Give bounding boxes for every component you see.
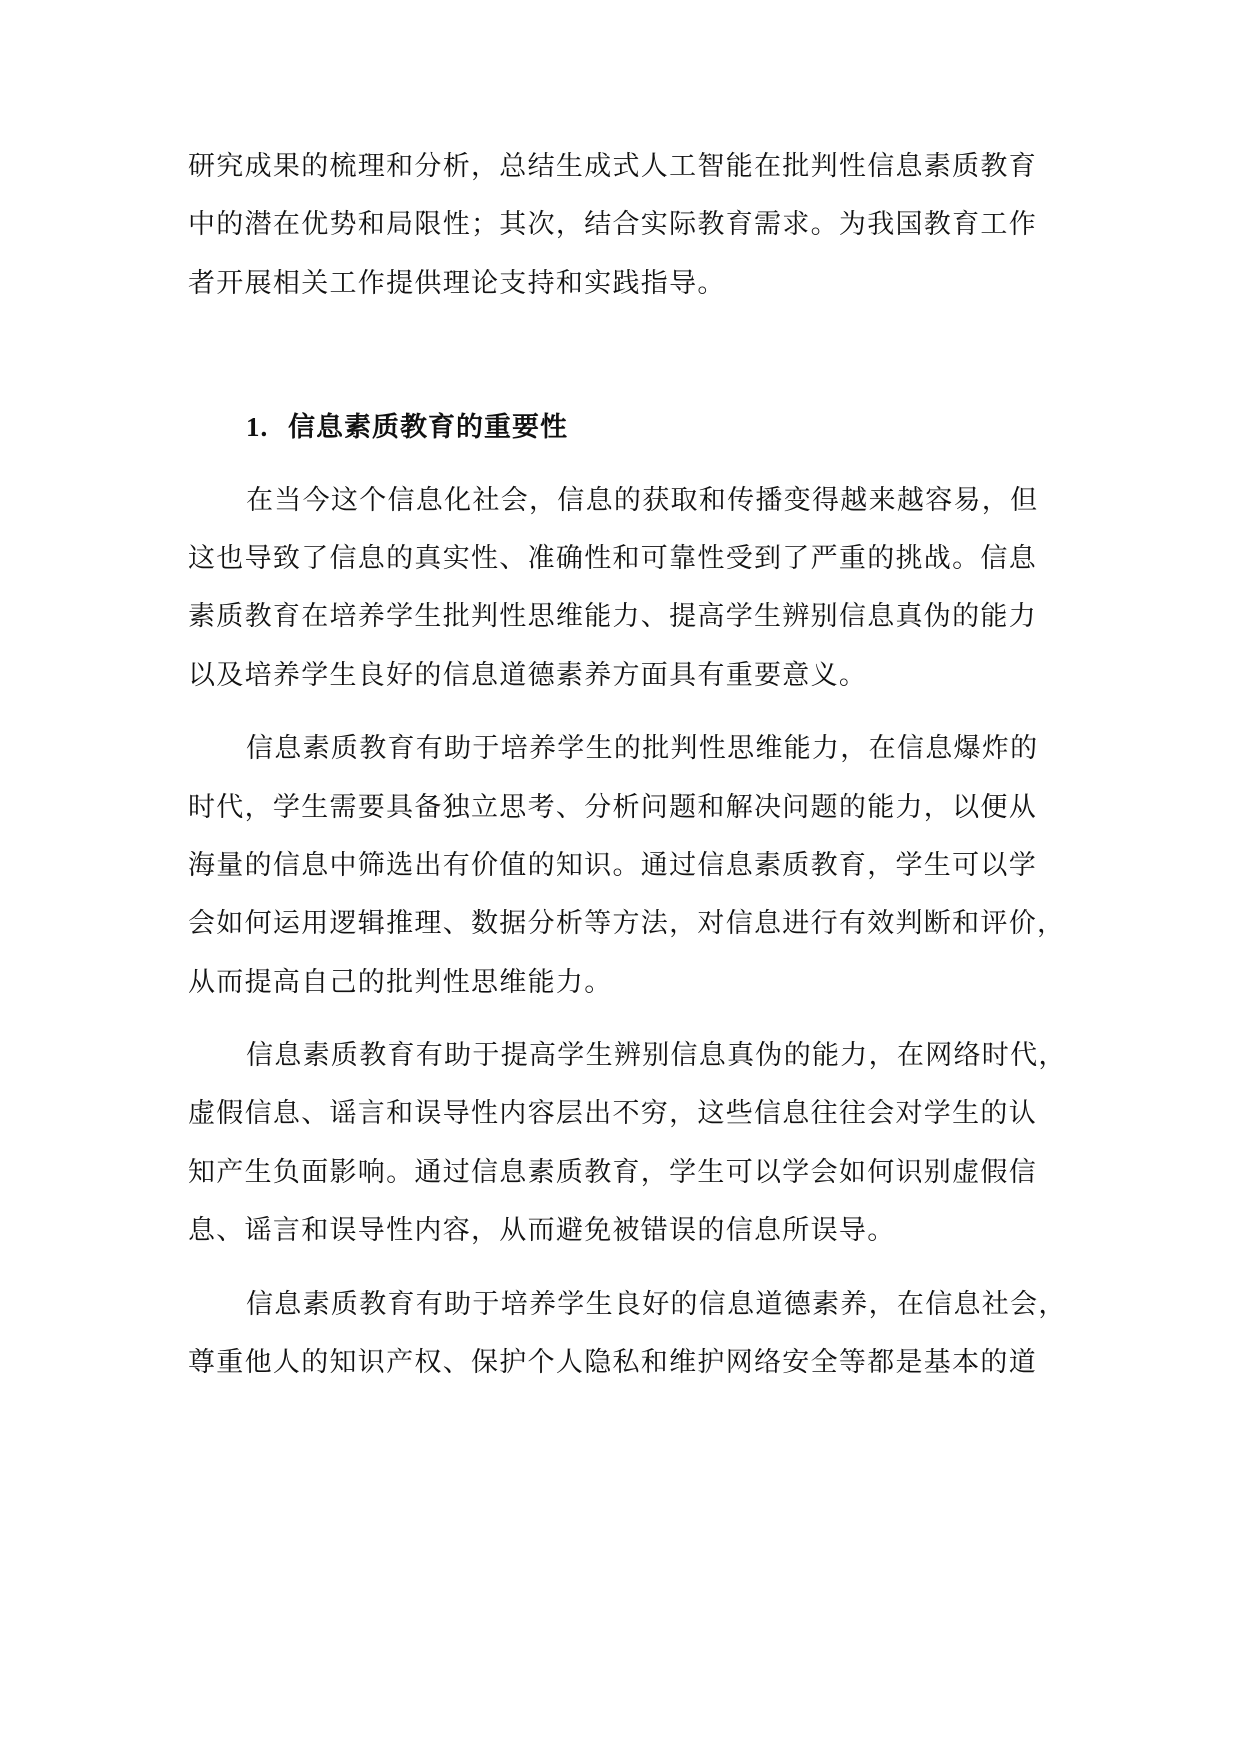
paragraph-line: 虚假信息、谣言和误导性内容层出不穷，这些信息往往会对学生的认 [188,1098,1037,1130]
paragraph-line: 以及培养学生良好的信息道德素养方面具有重要意义。 [188,659,868,691]
paragraph-line: 信息素质教育有助于培养学生良好的信息道德素养，在信息社会， [246,1288,1067,1320]
paragraph-1 [188,472,1054,706]
paragraph-line: 海量的信息中筛选出有价值的知识。通过信息素质教育，学生可以学 [188,849,1037,881]
paragraph-line: 在当今这个信息化社会，信息的获取和传播变得越来越容易，但 [246,484,1039,516]
spacer [188,457,1054,472]
paragraph-line: 会如何运用逻辑推理、数据分析等方法，对信息进行有效判断和评价， [188,908,1066,940]
document-body [188,138,1067,1392]
spacer [188,1261,1054,1276]
paragraph-line: 从而提高自己的批判性思维能力。 [188,966,613,998]
paragraph-line: 时代，学生需要具备独立思考、分析问题和解决问题的能力，以便从 [188,791,1037,823]
section-number: 1. [246,412,269,443]
paragraph-line: 者开展相关工作提供理论支持和实践指导。 [188,267,726,299]
paragraph-line: 这也导致了信息的真实性、准确性和可靠性受到了严重的挑战。信息 [188,542,1037,574]
paragraph-line: 息、谣言和误导性内容，从而避免被错误的信息所误导。 [188,1215,896,1247]
paragraph-3 [188,1027,1067,1261]
paragraph-line: 中的潜在优势和局限性；其次，结合实际教育需求。为我国教育工作 [188,209,1037,241]
spacer [188,705,1054,720]
intro-paragraph [188,138,1054,313]
paragraph-line: 信息素质教育有助于培养学生的批判性思维能力，在信息爆炸的 [246,733,1039,765]
paragraph-line: 知产生负面影响。通过信息素质教育，学生可以学会如何识别虚假信 [188,1156,1037,1188]
spacer [188,313,1054,398]
section-heading [188,398,1054,456]
paragraph-line: 研究成果的梳理和分析，总结生成式人工智能在批判性信息素质教育 [188,151,1037,182]
paragraph-line: 信息素质教育有助于提高学生辨别信息真伪的能力，在网络时代， [246,1040,1067,1072]
paragraph-line: 尊重他人的知识产权、保护个人隐私和维护网络安全等都是基本的道 [188,1347,1037,1379]
paragraph-4 [188,1276,1067,1393]
paragraph-2 [188,720,1066,1012]
spacer [188,1012,1054,1027]
section-title: 信息素质教育的重要性 [288,412,568,444]
paragraph-line: 素质教育在培养学生批判性思维能力、提高学生辨别信息真伪的能力 [188,601,1037,633]
